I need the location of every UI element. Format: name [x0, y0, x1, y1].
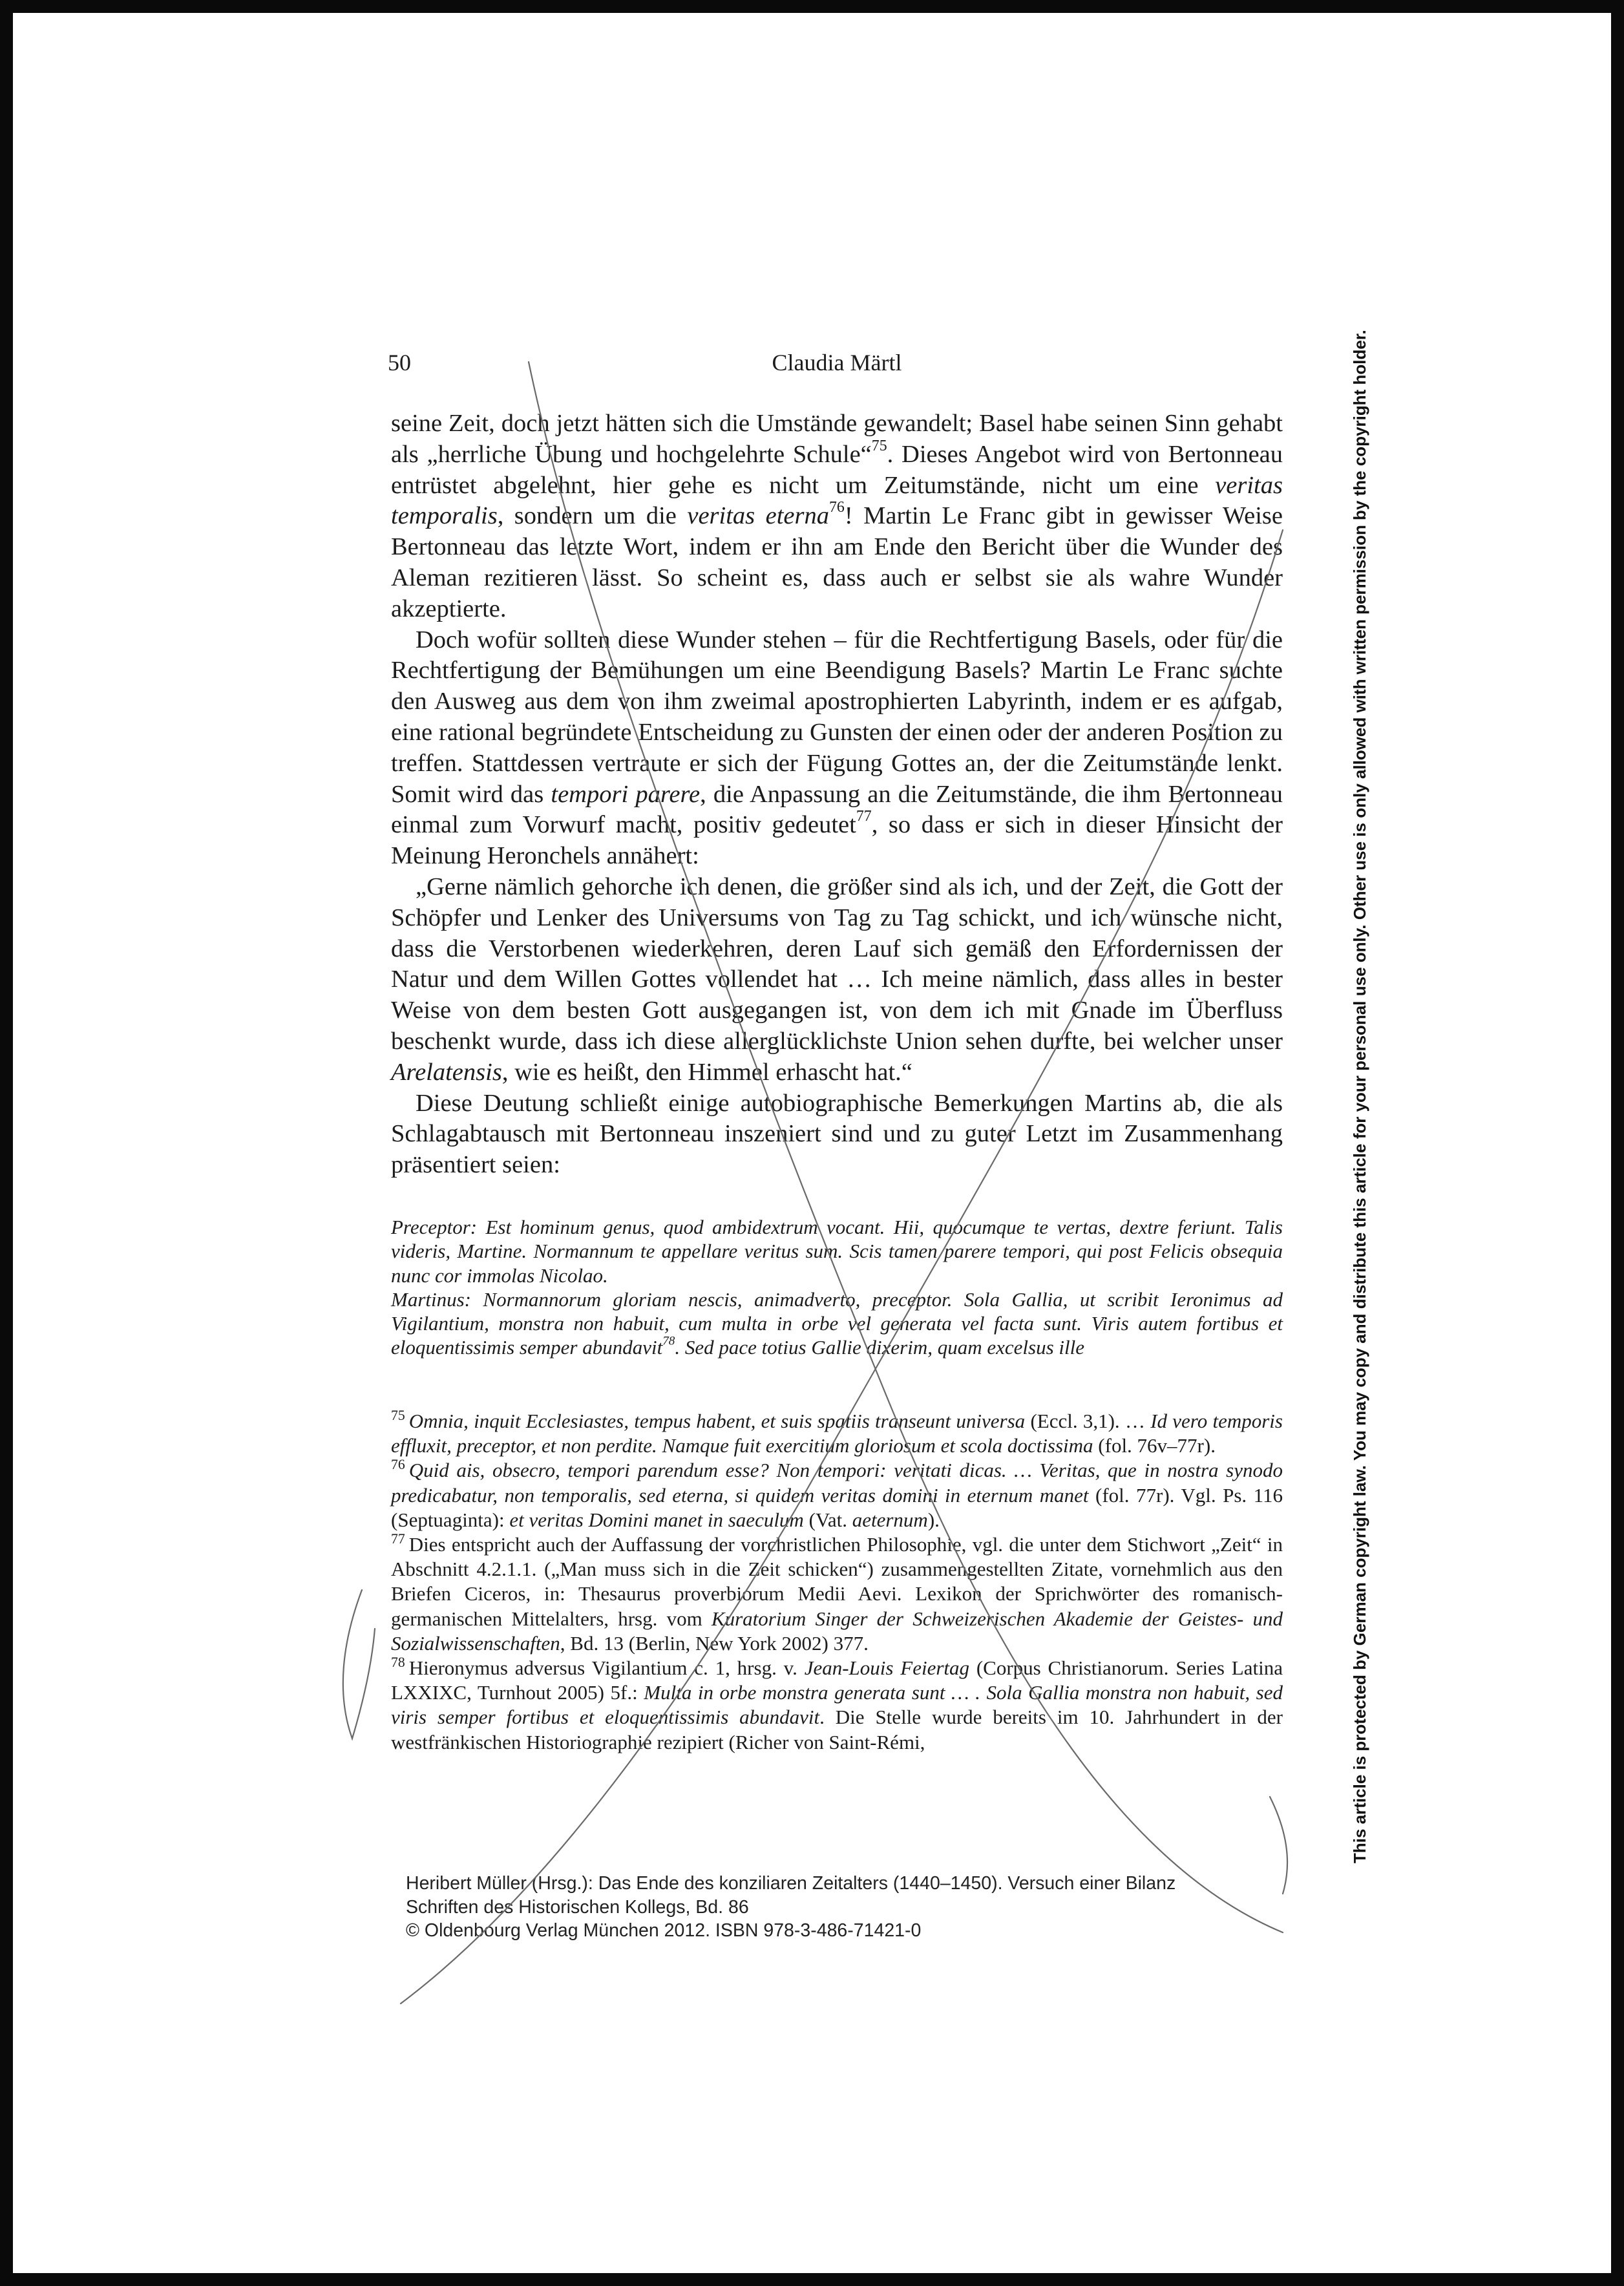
italic-span: Id vero temporis effluxit, preceptor, et non perdite. Namque fuit exercitium gloriosum et scola doctissima: [391, 1410, 1283, 1457]
text-span: . Die Stelle wurde bereits im 10. Jahrhundert in der westfränkischen Historiographie rezipiert (Richer von Saint-Rémi,: [391, 1706, 1283, 1753]
dialogue-line: [391, 1215, 1283, 1287]
footnote: [391, 1409, 1283, 1458]
italic-span: aeternum: [852, 1508, 928, 1531]
text-span: , so dass er sich in dieser Hinsicht der Meinung Heronchels annähert:: [391, 811, 1283, 870]
italic-span: veritas temporalis: [391, 471, 1283, 530]
publication-imprint: [406, 1872, 1311, 1943]
text-span: Preceptor: Est hominum genus, quod ambidextrum vocant. Hii, quocumque te vertas, dextre feriunt. Talis videris, Martine. Normannum te appellare veritus sum. Scis tamen parere tempori, qui post Felicis obsequia nunc cor immolas Nicolao.: [391, 1216, 1283, 1287]
text-span: , Bd. 13 (Berlin, New York 2002) 377.: [560, 1631, 869, 1655]
text-span: ).: [927, 1508, 940, 1531]
text-span: (Vat.: [803, 1508, 852, 1531]
block-quote-translation: [391, 872, 1283, 1088]
italic-span: Jean-Louis Feiertag: [804, 1656, 970, 1680]
body-text: [391, 408, 1283, 1181]
text-span: (Eccl. 3,1). …: [1025, 1410, 1151, 1432]
text-span: Doch wofür sollten diese Wunder stehen – für die Rechtfertigung Basels, oder für die Rechtfertigung der Bemühungen um eine Beendigung Basels? Martin Le Franc suchte den Ausweg aus dem von ihm zweimal apostrophierten Labyrinth, indem er es aufgab, eine rational begründete Entscheidung zu Gunsten der einen oder der anderen Position zu treffen. Stattdessen vertraute er sich der Fügung Gottes an, der die Zeitumstände lenkt. Somit wird das: [391, 626, 1283, 808]
footnote-ref: 75: [871, 437, 887, 454]
dialogue-line: [391, 1287, 1283, 1360]
text-span: ! Martin Le Franc gibt in gewisser Weise Bertonneau das letzte Wort, indem er ihn am Ende den Bericht über die Wunder des Aleman rezitieren lässt. So scheint es, dass auch er selbst sie als wahre Wunder akzeptierte.: [391, 502, 1283, 622]
text-span: . Dieses Angebot wird von Bertonneau entrüstet abgelehnt, hier gehe es nicht um Zeitumstände, nicht um eine: [391, 440, 1283, 499]
text-span: seine Zeit, doch jetzt hätten sich die Umstände gewandelt; Basel habe seinen Sinn gehabt als „herrliche Übung und hochgelehrte Schule“: [391, 410, 1283, 468]
copyright-notice: This article is protected by German copyright law. You may copy and distribute this article for your personal use only. Other use is only allowed with written permission by the copyright holder.: [1350, 330, 1369, 1863]
text-span: , sondern um die: [497, 502, 688, 530]
text-span: (fol. 77r). Vgl. Ps. 116 (Septuaginta):: [391, 1483, 1283, 1531]
latin-dialogue-quote: [391, 1215, 1283, 1360]
footnote-ref: 78: [662, 1335, 675, 1349]
imprint-line: Schriften des Historischen Kollegs, Bd. 86: [406, 1896, 749, 1918]
text-span: Dies entspricht auch der Auffassung der vorchristlichen Philosophie, vgl. die unter dem Stichwort „Zeit“ in Abschnitt 4.2.1.1. („Man muss sich in die Zeit schicken“) zusammengestellten Zitate, vornehmlich aus den Briefen Ciceros, in: Thesaurus proverbiorum Medii Aevi. Lexikon der Sprichwörter des romanisch-germanischen Mittelalters, hrsg. vom: [391, 1533, 1283, 1630]
footnote-ref: 77: [856, 808, 872, 825]
imprint-line: Heribert Müller (Hrsg.): Das Ende des konziliaren Zeitalters (1440–1450). Versuch einer Bilanz: [406, 1873, 1176, 1894]
footnote-number: 76: [391, 1457, 405, 1473]
text-span: Hieronymus adversus Vigilantium c. 1, hrsg. v.: [408, 1656, 805, 1680]
text-span: (fol. 76v–77r).: [1093, 1434, 1216, 1457]
italic-span: Kuratorium Singer der Schweizerischen Akademie der Geistes- und Sozialwissenschaften: [391, 1607, 1283, 1655]
footnotes: [391, 1409, 1283, 1755]
page-number: 50: [388, 350, 411, 376]
footnote-number: 78: [391, 1655, 405, 1671]
footnote: [391, 1532, 1283, 1656]
text-span: , wie es heißt, den Himmel erhascht hat.“: [501, 1058, 912, 1086]
footnote: [391, 1656, 1283, 1755]
paragraph: [391, 625, 1283, 872]
italic-span: Multa in orbe monstra generata sunt … . Sola Gallia monstra non habuit, sed viris semper fortibus et eloquentissimis abundavit: [391, 1681, 1283, 1729]
imprint-line: © Oldenbourg Verlag München 2012. ISBN 978-3-486-71421-0: [406, 1920, 922, 1941]
paragraph: [391, 408, 1283, 625]
page-header: [388, 349, 1286, 381]
text-span: Diese Deutung schließt einige autobiographische Bemerkungen Martins ab, die als Schlagabtausch mit Bertonneau inszeniert sind und zu guter Letzt im Zusammenhang präsentiert seien:: [391, 1089, 1283, 1179]
italic-span: Omnia, inquit Ecclesiastes, tempus habent, et suis spatiis transeunt universa: [408, 1410, 1026, 1432]
footnote-number: 77: [391, 1531, 405, 1547]
text-span: „Gerne nämlich gehorche ich denen, die größer sind als ich, und der Zeit, die Gott der Schöpfer und Lenker des Universums von Tag zu Tag schickt, und ich wünsche nicht, dass die Verstorbenen wiederkehren, deren Lauf sich gemäß den Erfordernissen der Natur und dem Willen Gottes vollendet hat … Ich meine nämlich, dass alles in bester Weise von dem besten Gott ausgegangen ist, von dem ich mit Gnade im Überfluss beschenkt wurde, dass ich diese allerglücklichste Union sehen durfte, bei welcher unser: [391, 873, 1283, 1055]
italic-span: veritas eterna: [687, 502, 829, 530]
italic-span: Quid ais, obsecro, tempori parendum esse? Non tempori: veritati dicas. … Veritas, que in nostra synodo predicabatur, non temporalis, sed eterna, si quidem veritas domini in eternum manet: [391, 1459, 1283, 1507]
italic-span: Arelatensis: [391, 1058, 502, 1086]
text-span: (Corpus Christianorum. Series Latina LXXIXC, Turnhout 2005) 5f.:: [391, 1656, 1283, 1704]
running-head: Claudia Märtl: [772, 350, 902, 376]
italic-span: et veritas Domini manet in saeculum: [509, 1508, 804, 1531]
footnote: [391, 1458, 1283, 1532]
italic-span: tempori parere: [551, 780, 701, 808]
text-span: . Sed pace totius Gallie dixerim, quam excelsus ille: [675, 1336, 1085, 1359]
paragraph: [391, 1088, 1283, 1181]
text-span: Martinus: Normannorum gloriam nescis, animadverto, preceptor. Sola Gallia, ut scribit Ieronimus ad Vigilantium, monstra non habuit, cum multa in orbe vel generata vel facta sunt. Viris autem fortibus et eloquentissimis semper abundavit: [391, 1287, 1283, 1359]
footnote-ref: 76: [828, 499, 845, 516]
text-span: , die Anpassung an die Zeitumstände, die ihm Bertonneau einmal zum Vorwurf macht, positiv gedeutet: [391, 780, 1283, 839]
footnote-number: 75: [391, 1408, 405, 1424]
